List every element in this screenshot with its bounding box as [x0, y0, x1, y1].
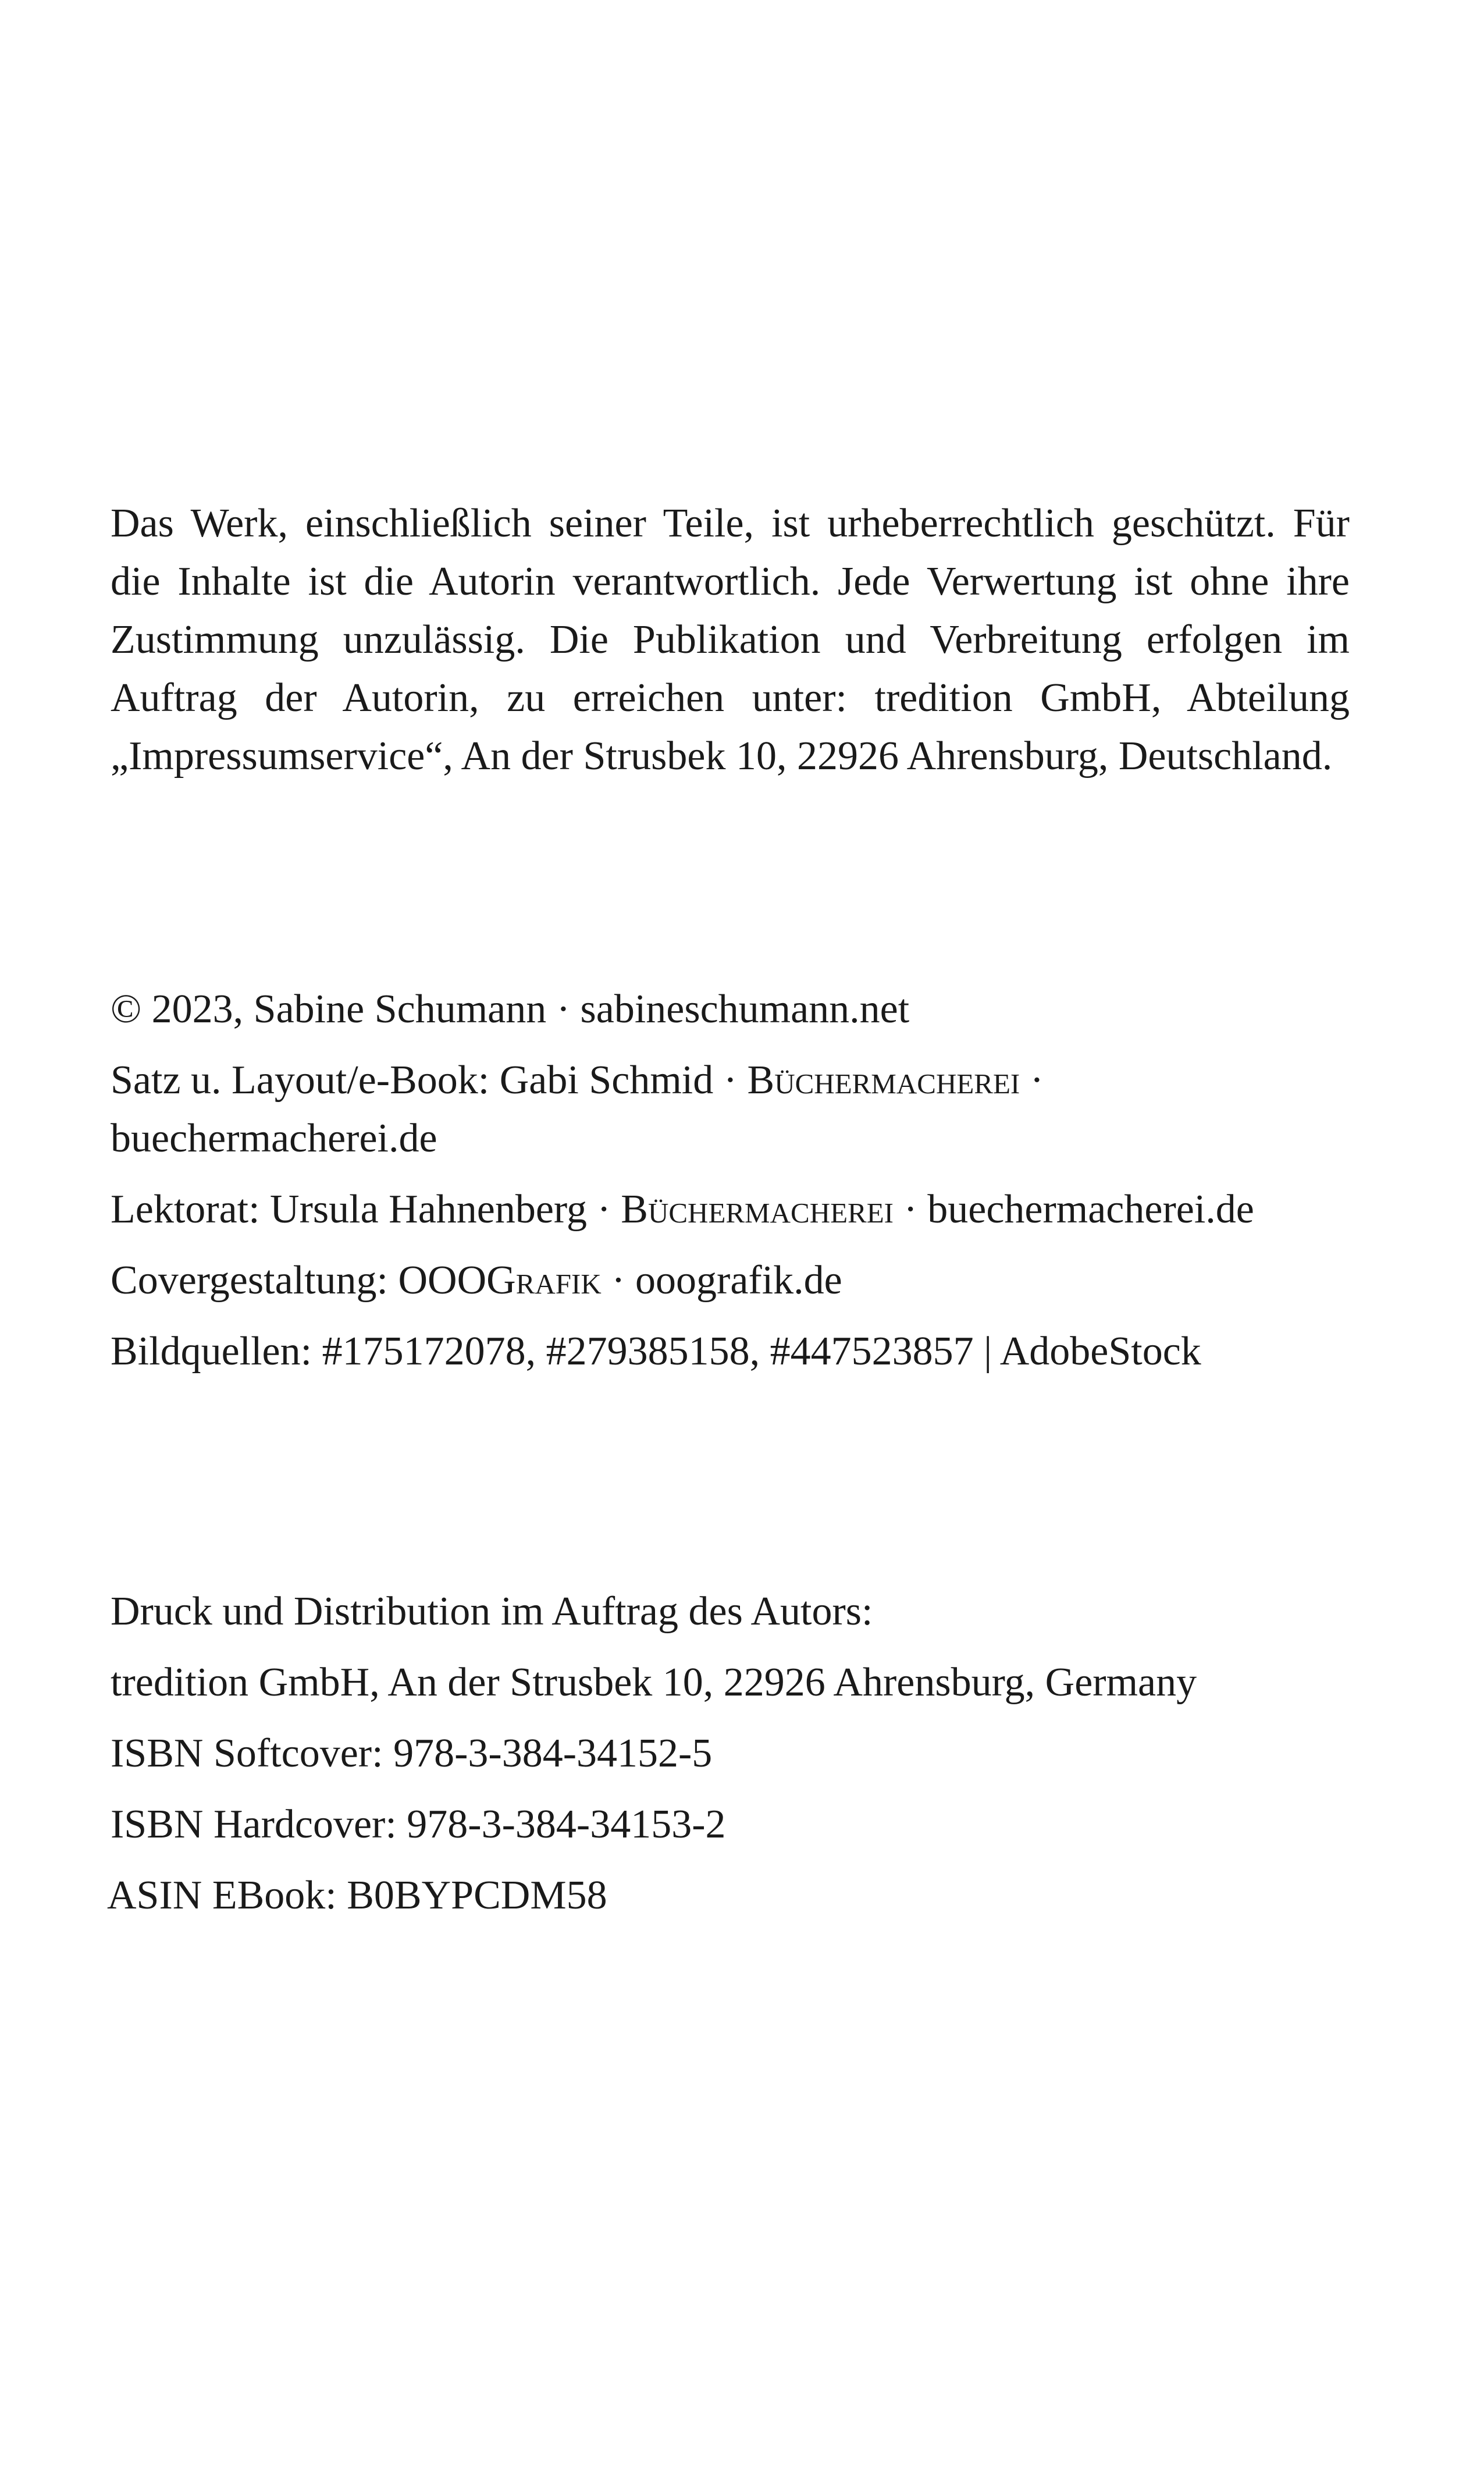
copyright-line: © 2023, Sabine Schumann · sabineschumann.net	[111, 987, 910, 1032]
print-section	[107, 1583, 1350, 1938]
credits-section	[111, 980, 1350, 1394]
image-sources-credit: Bildquellen: #175172078, #279385158, #447523857 | AdobeStock	[111, 1329, 1201, 1374]
distribution-address: tredition GmbH, An der Strusbek 10, 22926 Ahrensburg, Germany	[111, 1660, 1197, 1705]
distribution-heading: Druck und Distribution im Auftrag des Autors:	[111, 1589, 873, 1634]
cover-company: Grafik	[486, 1258, 602, 1303]
typesetting-credit-prefix: Satz u. Layout/e-Book: Gabi Schmid ·	[111, 1058, 748, 1103]
cover-credit-suffix: · ooografik.de	[601, 1258, 842, 1303]
isbn-softcover: ISBN Softcover: 978-3-384-34152-5	[111, 1731, 713, 1776]
editing-credit-prefix: Lektorat: Ursula Hahnenberg ·	[111, 1187, 621, 1232]
legal-notice-text: Das Werk, einschließlich seiner Teile, ist urheberrechtlich geschützt. Für die Inhalte ist die Autorin verantwortlich. Jede Verwertung ist ohne ihre Zustimmung unzulässig. Die Publikation und Verbreitung erfolgen im Auftrag der Autorin, zu erreichen unter: tredition GmbH, Abteilung „Impressumservice“, An der Strusbek 10, 22926 Ahrensburg, Deutschland.	[111, 501, 1350, 779]
typesetting-credit-suffix: · buechermacherei.de	[111, 1058, 1044, 1161]
cover-credit	[111, 1252, 1350, 1310]
typesetting-company: Büchermacherei	[747, 1058, 1020, 1103]
cover-credit-prefix: Covergestaltung: OOO	[111, 1258, 487, 1303]
isbn-hardcover: ISBN Hardcover: 978-3-384-34153-2	[111, 1802, 726, 1847]
asin-ebook: ASIN EBook: B0BYPCDM58	[107, 1873, 607, 1918]
editing-credit	[111, 1181, 1350, 1239]
legal-notice-section	[111, 495, 1350, 786]
editing-credit-suffix: · buechermacherei.de	[893, 1187, 1254, 1232]
typesetting-credit	[111, 1051, 1350, 1168]
editing-company: Büchermacherei	[621, 1187, 894, 1232]
